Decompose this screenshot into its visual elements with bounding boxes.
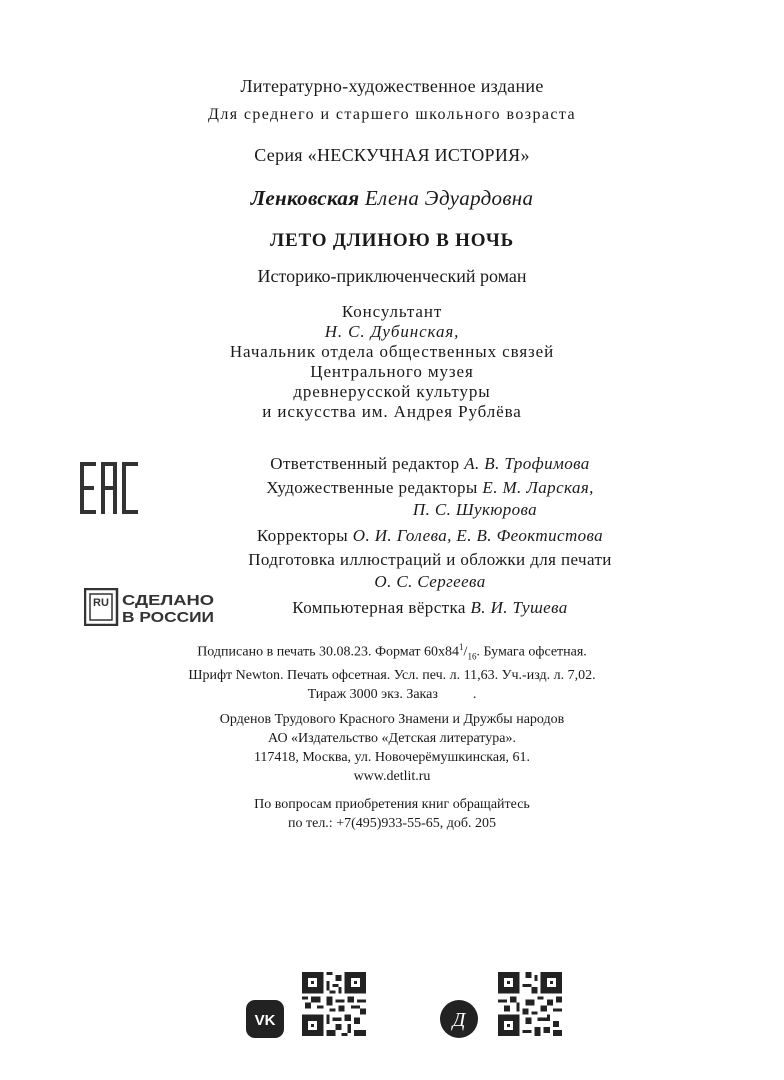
credit-name: Е. М. Ларская, [482, 478, 594, 497]
detlit-logo-text: Д [452, 1009, 466, 1031]
publisher-line: Орденов Трудового Красного Знамени и Дружбы народов [219, 712, 565, 727]
format-fraction-num: 1 [459, 642, 464, 652]
consultant-label: Консультант [341, 302, 443, 321]
credit-role: Корректоры [256, 526, 353, 545]
credit-role: Компьютерная вёрстка [292, 598, 471, 617]
credits-block [150, 452, 710, 620]
publisher-line: АО «Издательство «Детская литература». [268, 731, 516, 746]
print-line-1: Подписано в печать 30.08.23. Формат $60х84^1/_{16}$. Бумага офсетная. [197, 642, 587, 662]
credit-name: О. И. Голева, Е. В. Феоктистова [352, 526, 604, 545]
genre-line: Историко-приключенческий роман [257, 266, 527, 286]
credit-name: А. В. Трофимова [464, 454, 590, 473]
vk-icon[interactable] [246, 1000, 284, 1038]
made-line-1: СДЕЛАНО [122, 592, 215, 609]
made-line-2: В РОССИИ [122, 609, 214, 626]
book-title: ЛЕТО ДЛИНОЮ В НОЧЬ [270, 230, 514, 251]
consultant-position-line: Центрального музея [310, 362, 474, 381]
author-line [0, 186, 784, 211]
credit-art-editors [150, 476, 710, 500]
made-in-russia-mark [84, 588, 216, 626]
print-line-2: Шрифт Newton. Печать офсетная. Усл. печ. л. 11,63. Уч.-изд. л. 7,02. [188, 668, 596, 684]
ru-letters: RU [93, 597, 109, 609]
audience-line: Для среднего и старшего школьного возраста [208, 106, 576, 123]
credit-name: П. С. Шукюрова [412, 500, 538, 519]
sales-line-1: По вопросам приобретения книг обращайтесь [254, 797, 530, 812]
credit-preparation-name [150, 572, 710, 592]
credit-name: О. С. Сергеева [374, 572, 486, 591]
credit-proofreaders [150, 524, 710, 548]
consultant-position-line: и искусства им. Андрея Рублёва [262, 402, 522, 421]
qr-code-icon[interactable] [498, 972, 562, 1036]
print-info [0, 638, 784, 704]
credit-role: Подготовка иллюстраций и обложки для печати [248, 550, 612, 569]
credit-art-editors-cont [150, 500, 710, 520]
print-paper: . Бумага офсетная. [476, 644, 587, 660]
qr-code-icon[interactable] [302, 972, 366, 1036]
detlit-logo-icon[interactable] [440, 1000, 478, 1038]
publisher-website[interactable]: www.detlit.ru [353, 769, 431, 784]
publisher-info [0, 710, 784, 786]
credit-layout [150, 596, 710, 620]
print-format: Подписано в печать 30.08.23. Формат 60х84 [197, 644, 460, 660]
sales-info [0, 795, 784, 833]
series-line: Серия «НЕСКУЧНАЯ ИСТОРИЯ» [254, 145, 530, 165]
consultant-name: Н. С. Дубинская, [324, 322, 460, 341]
consultant-block [0, 302, 784, 422]
publisher-line: 117418, Москва, ул. Новочерёмушкинская, 61. [253, 750, 531, 765]
author-given-name: Елена Эдуардовна [364, 186, 534, 210]
print-line-3: Тираж 3000 экз. Заказ . [307, 687, 477, 703]
consultant-position-line: древнерусской культуры [293, 382, 491, 401]
consultant-position-line: Начальник отдела общественных связей [229, 342, 555, 361]
sales-line-2: по тел.: +7(495)933-55-65, доб. 205 [288, 816, 496, 831]
edition-type: Литературно-художественное издание [240, 76, 544, 96]
credit-role: Ответственный редактор [270, 454, 465, 473]
credit-role: Художественные редакторы [266, 478, 483, 497]
credit-preparation [150, 548, 710, 572]
credit-editor [150, 452, 710, 476]
author-surname: Ленковская [250, 186, 360, 210]
vk-text: VK [254, 1012, 276, 1029]
credit-name: В. И. Тушева [470, 598, 568, 617]
format-fraction-den: 16 [467, 651, 477, 662]
eac-mark [80, 462, 138, 514]
